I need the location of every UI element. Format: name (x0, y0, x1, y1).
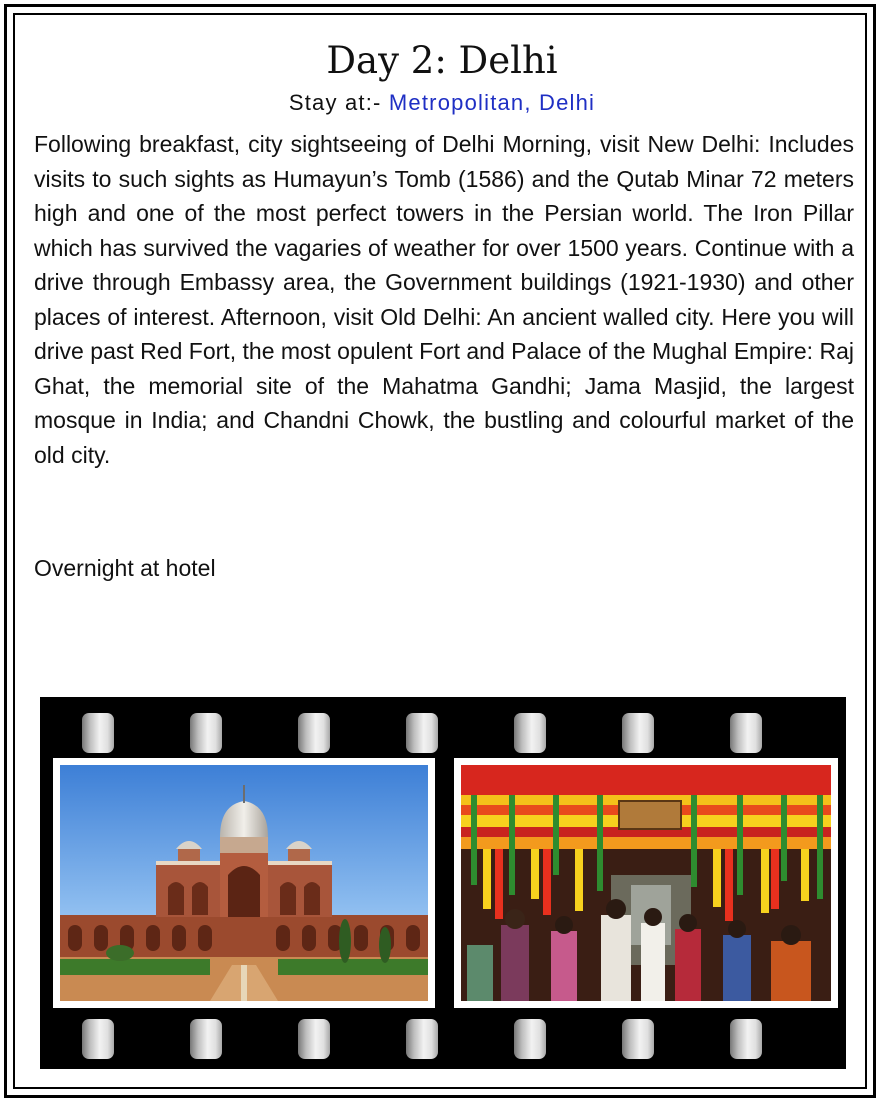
filmstrip (40, 697, 846, 1069)
sprocket-hole (406, 713, 438, 753)
sprocket-hole (82, 713, 114, 753)
page-title: Day 2: Delhi (326, 39, 558, 82)
sprocket-hole (82, 1019, 114, 1059)
stay-label: Stay at:- (288, 90, 389, 115)
itinerary-paragraph: Following breakfast, city sightseeing of Delhi Morning, visit New Delhi: Includes visits to such sights as Humayun’s Tomb (1586) and the Qutab Minar 72 meters high and one of the most perfect towers in the Persian world. The Iron Pillar which has survived the vagaries of weather for over 1500 years. Continue with a drive through Embassy area, the Government buildings (1921-1930) and other places of interest. Afternoon, visit Old Delhi: An ancient walled city. Here you will drive past Red Fort, the most opulent Fort and Palace of the Mughal Empire: Raj Ghat, the memorial site of the Mahatma Gandhi; Jama Masjid, the largest mosque in India; and Chandni Chowk, the bustling and colourful market of the old city. (34, 131, 854, 468)
overnight-note: Overnight at hotel (34, 555, 216, 581)
tomb-illustration (60, 765, 428, 1001)
sprocket-hole (730, 1019, 762, 1059)
photo-humayuns-tomb (53, 758, 435, 1008)
sprocket-hole (190, 1019, 222, 1059)
sprocket-hole (190, 713, 222, 753)
hotel-name: Metropolitan, Delhi (388, 90, 596, 115)
sprocket-hole (514, 713, 546, 753)
sprocket-hole (622, 713, 654, 753)
market-illustration (461, 765, 831, 1001)
sprocket-hole (514, 1019, 546, 1059)
stay-line (0, 88, 884, 118)
sprocket-hole (298, 1019, 330, 1059)
sprocket-hole (730, 713, 762, 753)
photo-chandni-chowk (454, 758, 838, 1008)
sprocket-hole (298, 713, 330, 753)
sprocket-hole (406, 1019, 438, 1059)
sprocket-hole (622, 1019, 654, 1059)
